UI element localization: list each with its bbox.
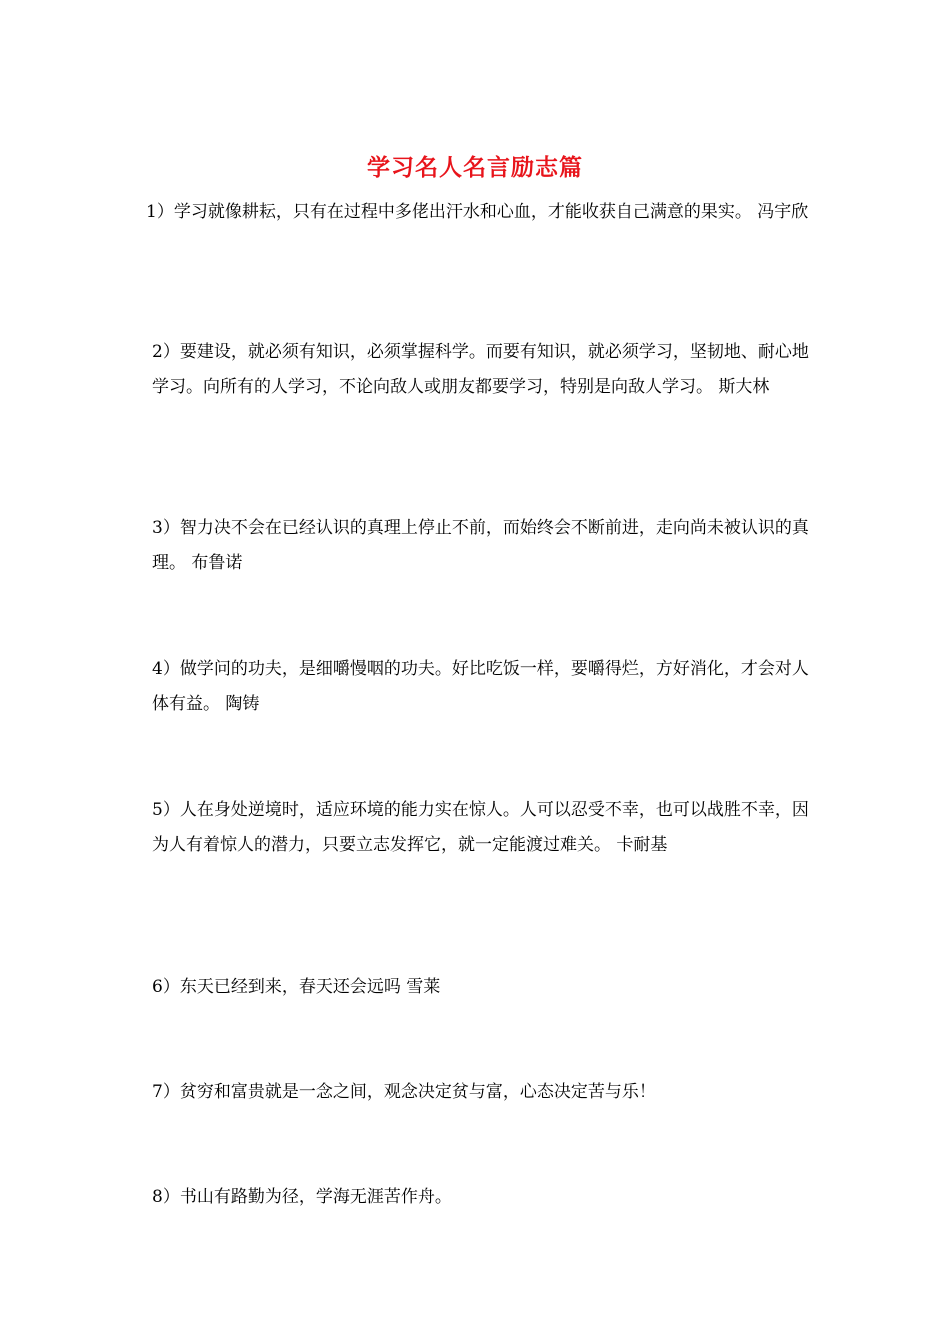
quote-8	[146, 1180, 822, 1215]
document-title: 学习名人名言励志篇	[367, 154, 583, 181]
quote-number: 1）	[146, 202, 174, 222]
quote-4	[146, 652, 822, 722]
quote-text: 要建设，就必须有知识，必须掌握科学。而要有知识，就必须学习，坚韧地、耐心地学习。向所有的人学习，不论向敌人或朋友都要学习，特别是向敌人学习。 斯大林	[152, 342, 809, 397]
quote-text: 东天已经到来，春天还会远吗 雪莱	[179, 977, 441, 997]
quote-5	[146, 793, 822, 863]
quote-text: 学习就像耕耘，只有在过程中多佬出汗水和心血，才能收获自己满意的果实。 冯宇欣	[173, 202, 809, 222]
quote-2	[146, 335, 822, 405]
quote-number: 3）	[152, 518, 180, 538]
quote-7	[146, 1075, 822, 1110]
quote-text: 贫穷和富贵就是一念之间，观念决定贫与富，心态决定苦与乐！	[179, 1082, 656, 1102]
quote-number: 8）	[152, 1187, 180, 1207]
quote-number: 4）	[152, 659, 180, 679]
quote-6	[146, 970, 822, 1005]
quote-number: 5）	[152, 800, 180, 820]
quote-number: 2）	[152, 342, 180, 362]
quote-text: 智力决不会在已经认识的真理上停止不前，而始终会不断前进，走向尚未被认识的真理。 布鲁诺	[152, 518, 809, 573]
quote-1	[146, 195, 816, 230]
quote-number: 7）	[152, 1082, 180, 1102]
quote-3	[146, 511, 822, 581]
quote-number: 6）	[152, 977, 180, 997]
quote-text: 书山有路勤为径，学海无涯苦作舟。	[179, 1187, 452, 1207]
quote-text: 人在身处逆境时，适应环境的能力实在惊人。人可以忍受不幸，也可以战胜不幸，因为人有着惊人的潜力，只要立志发挥它，就一定能渡过难关。 卡耐基	[152, 800, 809, 855]
quote-text: 做学问的功夫，是细嚼慢咽的功夫。好比吃饭一样，要嚼得烂，方好消化，才会对人体有益。 陶铸	[152, 659, 809, 714]
